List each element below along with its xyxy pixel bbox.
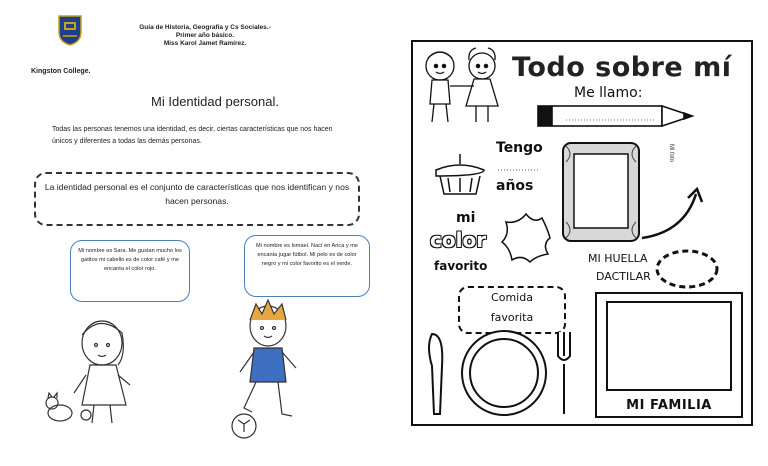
fingerprint-label-2: DACTILAR — [596, 270, 651, 283]
fav-color-label-color: color — [430, 228, 487, 252]
fav-color-label-favorito: favorito — [434, 259, 488, 273]
school-name: Kingston College. — [31, 68, 91, 75]
photo-frame — [560, 140, 642, 244]
header-teacher: Miss Karol Jamet Ramírez. — [163, 40, 247, 47]
photo-side-label: Mi foto — [668, 144, 674, 163]
birthday-cake-icon — [432, 152, 488, 198]
boy-with-ball-illustration — [222, 296, 312, 442]
speech-bubble-ismael: Mi nombre es Ismael. Nací en Arica y me encanta jugar fútbol. Mi pelo es de color negro y mi color favorito es el verde. — [244, 235, 370, 297]
favorite-food-label-1: Comida — [491, 291, 533, 304]
definition-text: La identidad personal es el conjunto de características que nos identifican y nos hacen personas. — [44, 182, 350, 206]
girl-with-cat-illustration — [40, 305, 160, 435]
speech-bubble-sara: Mi nombre es Sara. Me gustan mucho los gatitos mi cabello es de color café y me encanta el color rojo. — [70, 240, 190, 302]
page-title: Mi Identidad personal. — [151, 94, 279, 109]
worksheet-header — [130, 24, 280, 48]
fingerprint-label-1: MI HUELLA — [588, 252, 648, 265]
age-blank-line — [496, 164, 540, 174]
plate-and-cutlery-icon — [424, 326, 584, 420]
intro-paragraph: Todas las personas tenemos una identidad, es decir, ciertas características que nos hacen únicos y diferentes a todas las demás personas. — [52, 126, 333, 145]
paint-splash-icon — [498, 210, 554, 266]
school-crest-logo — [57, 14, 83, 46]
name-label: Me llamo: — [574, 85, 643, 101]
two-kids-illustration — [416, 44, 512, 126]
family-label: MI FAMILIA — [626, 398, 712, 413]
fav-color-label-mi: mi — [456, 210, 476, 226]
pencil-name-field — [536, 102, 704, 130]
family-photo-box — [606, 301, 732, 391]
header-subject: Guía de Historia, Geografía y Cs Sociales.- — [139, 24, 271, 31]
poster-title: Todo sobre mí — [512, 52, 732, 83]
header-grade: Primer año básico. — [175, 32, 235, 39]
favorite-food-label-2: favorita — [490, 311, 534, 324]
age-label: Tengo — [496, 140, 543, 156]
fingerprint-oval — [654, 248, 720, 290]
curved-arrow-icon — [636, 186, 706, 246]
years-label: años — [496, 178, 534, 194]
